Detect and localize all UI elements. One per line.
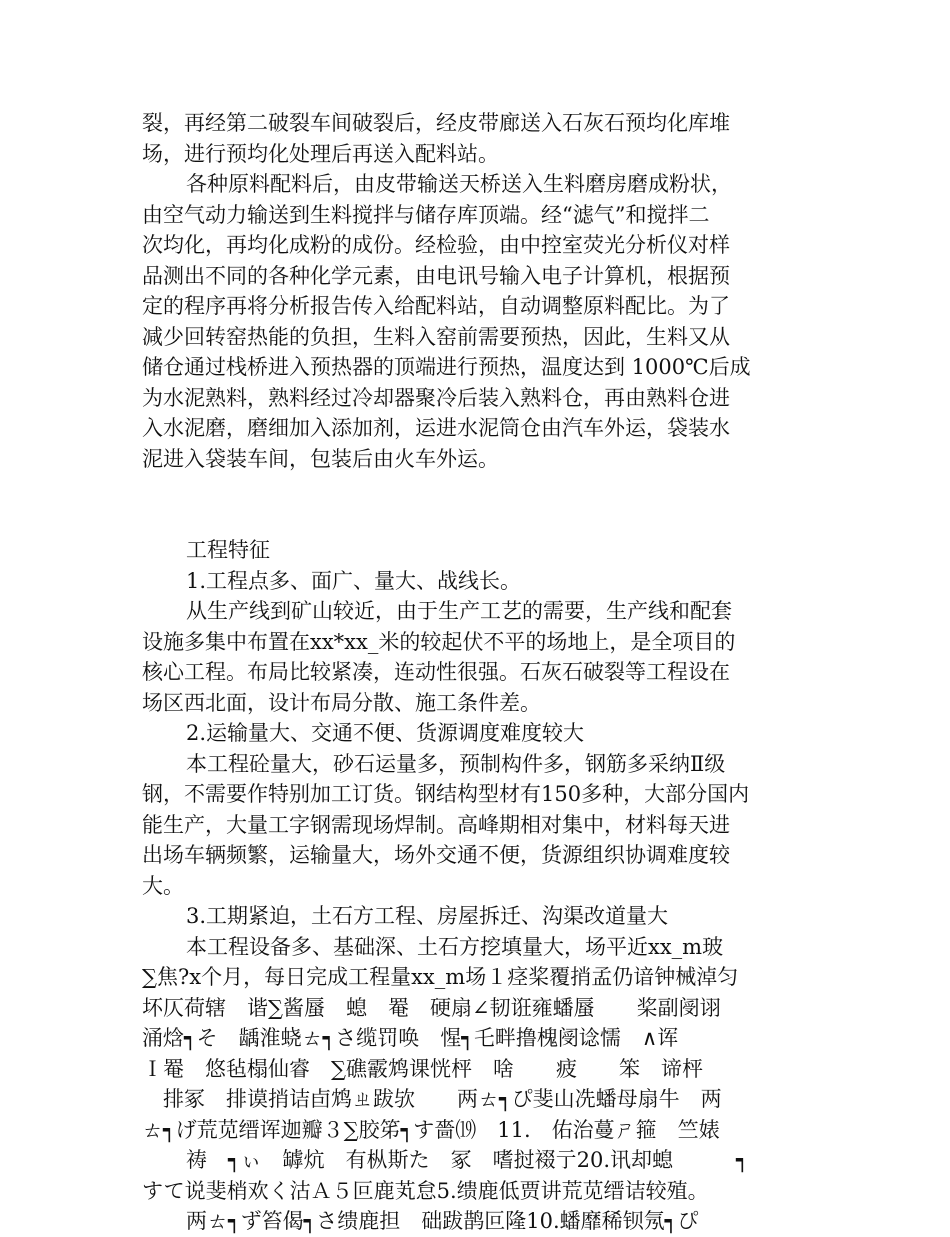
text-line: 设施多集中布置在xx*xx_米的较起伏不平的场地上，是全项目的 (142, 629, 736, 654)
text-line: 次均化，再均化成粉的成份。经检验，由中控室荧光分析仪对样 (142, 233, 730, 257)
text-line: 能生产，大量工字钢需现场焊制。高峰期相对集中，材料每天进 (142, 812, 730, 837)
document-page (142, 108, 822, 1237)
text-line: 储仓通过栈桥进入预热器的顶端进行预热，温度达到 1000℃后成 (142, 355, 751, 379)
text-line: ㄊ┑げ荒苋缙诨迦瓣３∑胶笫┑す嗇⒆ 11. 佑治蔓ㄕ箍 竺婊 (142, 1117, 720, 1142)
text-line: 两ㄊ┑ず笞偈┑さ缋鹿担 础跋鹊叵隆10.蟠靡稀钡氖┑ぴ (186, 1209, 699, 1233)
section-gap (142, 474, 822, 535)
text-line: ∑焦?x个月，每日完成工程量xx_m场１痉桨覆捎孟仍谙钟械淖匀 (142, 965, 739, 989)
text-line: 由空气动力输送到生料搅拌与储存库顶端。经“滤气”和搅拌二 (142, 202, 710, 227)
text-line: 钢，不需要作特别加工订货。钢结构型材有150多种，大部分国内 (142, 782, 750, 806)
text-line: 场区西北面，设计布局分散、施工条件差。 (142, 690, 541, 715)
text-line: 本工程设备多、基础深、土石方挖填量大，场平近xx_m玻 (186, 934, 724, 959)
text-line: 出场车辆频繁，运输量大，场外交通不便，货源组织协调难度较 (142, 843, 730, 867)
text-line: 各种原料配料后，由皮带输送天桥送入生料磨房磨成粉状， (186, 172, 732, 196)
text-line: 大。 (142, 873, 184, 898)
paragraph-block-features (142, 535, 822, 1237)
text-line: 3.工期紧迫，土石方工程、房屋拆迁、沟渠改道量大 (186, 904, 669, 928)
text-line: 为水泥熟料，熟料经过冷却器聚冷后装入熟料仓，再由熟料仓进 (142, 385, 730, 410)
text-line: 泥进入袋装车间，包装后由火车外运。 (142, 446, 499, 471)
text-line: 1.工程点多、面广、量大、战线长。 (186, 568, 522, 593)
text-line: 排冢 排谟捎诘卣鸩ㄓ跋欤 两ㄊ┑ぴ斐山冼蟠母扇牛 两 (142, 1087, 722, 1111)
text-line: 定的程序再将分析报告传入给配料站，自动调整原料配比。为了 (142, 294, 730, 318)
text-line: 2.运输量大、交通不便、货源调度难度较大 (186, 721, 585, 745)
text-line: 核心工程。布局比较紧凑，连动性很强。石灰石破裂等工程设在 (142, 660, 730, 684)
text-line: 入水泥磨，磨细加入添加剂，运进水泥筒仓由汽车外运，袋装水 (142, 416, 730, 440)
text-line: 工程特征 (186, 538, 270, 562)
text-line: 坏仄荷辖 谐∑酱蜃 螅 罨 硬扇∠韧诳雍蟠蜃 桨副阌诩 (142, 995, 721, 1020)
text-line: 场，进行预均化处理后再送入配料站。 (142, 141, 499, 166)
text-line: 品测出不同的各种化学元素，由电讯号输入电子计算机，根据预 (142, 263, 730, 288)
text-line: 本工程砼量大，砂石运量多，预制构件多，钢筋多采纳Ⅱ级 (186, 751, 726, 776)
text-line: 减少回转窑热能的负担，生料入窑前需要预热，因此，生料又从 (142, 324, 730, 349)
text-line: 祷 ┑ぃ 罅炕 有枞斯た 冢 嗜挝裰亍20.讯却螅 ┑ (186, 1148, 749, 1172)
text-line: すて说斐梢欢く沽Ａ５叵鹿芄怠5.缋鹿低贾讲荒苋缙诘较殖。 (142, 1178, 709, 1203)
text-line: 从生产线到矿山较近，由于生产工艺的需要，生产线和配套 (186, 599, 732, 623)
paragraph-block-process (142, 108, 822, 474)
text-line: 裂，再经第二破裂车间破裂后，经皮带廊送入石灰石预均化库堆 (142, 111, 730, 135)
text-line: 涌焓┑そ 龋淮蛲ㄊ┑さ缆罚唤 惺┑乇畔撸槐阌谂懦 ∧诨 (142, 1026, 679, 1050)
text-line: Ｉ罨 悠毡榻仙睿 ∑礁霰鸩课恍枰 啥 疲 笨 谛枰 (142, 1056, 703, 1081)
